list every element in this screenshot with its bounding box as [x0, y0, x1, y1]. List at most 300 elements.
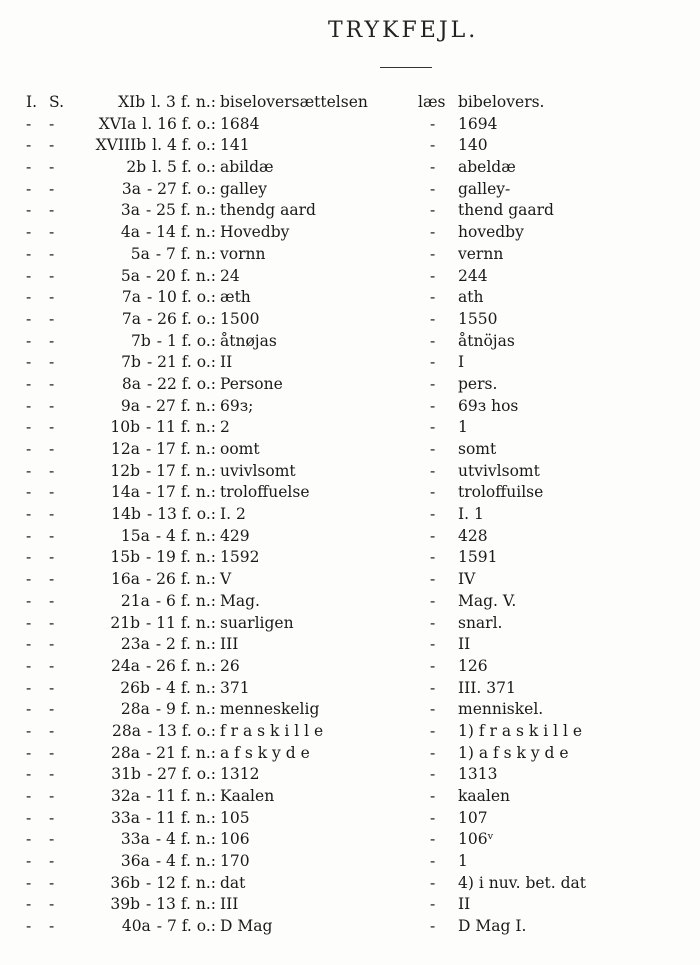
- errata-vol: -: [26, 461, 32, 480]
- errata-page: 4a: [120, 223, 140, 242]
- errata-page: 7b: [131, 331, 151, 350]
- errata-page: 2b: [126, 158, 147, 177]
- errata-row: [0, 200, 700, 222]
- errata-correct: somt: [458, 440, 497, 458]
- errata-page: 5a: [130, 244, 150, 263]
- errata-wrong: I. 2: [220, 505, 246, 524]
- errata-row: [0, 851, 700, 873]
- errata-s: -: [49, 895, 55, 914]
- errata-correct: 1: [458, 418, 468, 437]
- errata-page: 32a: [111, 787, 140, 805]
- errata-correct: åtnöjas: [458, 331, 515, 350]
- errata-row: [0, 135, 700, 157]
- errata-row: [0, 873, 700, 895]
- errata-correct: I. 1: [458, 505, 484, 524]
- errata-page: 26b: [120, 678, 150, 697]
- errata-wrong: V: [220, 570, 232, 589]
- errata-row: [0, 721, 700, 743]
- errata-correct: troloffuilse: [458, 483, 544, 502]
- errata-vol: -: [26, 136, 32, 155]
- errata-row: [0, 634, 700, 656]
- errata-wrong: II: [220, 353, 233, 372]
- errata-loc: - 13 f. o.:: [146, 505, 216, 524]
- title-rule: [380, 67, 432, 68]
- errata-wrong: 141: [220, 136, 250, 155]
- errata-correct: thend gaard: [458, 201, 554, 220]
- errata-s: -: [49, 136, 55, 155]
- errata-wrong: Hovedby: [220, 223, 290, 242]
- errata-wrong: uvivlsomt: [220, 461, 296, 480]
- errata-wrong: 371: [220, 678, 250, 697]
- errata-page: 21b: [110, 613, 140, 632]
- errata-s: -: [49, 873, 55, 892]
- errata-page: 40a: [121, 917, 151, 936]
- errata-page: XVIa: [98, 114, 137, 133]
- errata-page: 21a: [120, 591, 150, 610]
- errata-laes: -: [430, 852, 436, 871]
- errata-page: 7b: [121, 353, 141, 372]
- errata-loc: - 7 f. o.:: [156, 917, 216, 936]
- errata-loc: - 25 f. n.:: [146, 201, 216, 220]
- errata-vol: -: [26, 721, 32, 740]
- errata-page: 15b: [110, 548, 140, 567]
- errata-correct: 244: [458, 266, 488, 285]
- errata-wrong: f r a s k i l l e: [220, 721, 324, 740]
- errata-wrong: 26: [220, 656, 240, 675]
- errata-s: -: [49, 418, 55, 437]
- errata-s: -: [49, 158, 55, 177]
- errata-s: -: [49, 548, 55, 567]
- errata-page: 33a: [120, 830, 150, 849]
- errata-correct: galley-: [458, 179, 511, 198]
- errata-page: 31b: [111, 765, 141, 784]
- errata-row: [0, 417, 700, 439]
- errata-page: 16a: [111, 570, 140, 589]
- errata-loc: l. 4 f. o.:: [152, 136, 216, 155]
- errata-s: -: [49, 179, 55, 198]
- errata-loc: - 20 f. n.:: [146, 266, 216, 285]
- errata-laes: -: [430, 483, 436, 502]
- errata-wrong: Kaalen: [220, 787, 275, 805]
- errata-row: [0, 244, 700, 266]
- errata-laes: -: [430, 244, 436, 263]
- errata-correct: utvivlsomt: [458, 461, 540, 480]
- errata-loc: - 11 f. n.:: [146, 808, 216, 827]
- errata-correct: 1: [458, 852, 468, 871]
- errata-laes: -: [430, 808, 436, 827]
- errata-loc: - 11 f. n.:: [146, 418, 216, 437]
- errata-loc: - 19 f. n.:: [146, 548, 216, 567]
- errata-page: 14a: [111, 483, 140, 502]
- errata-row: [0, 461, 700, 483]
- errata-laes: -: [430, 591, 436, 610]
- errata-correct: Mag. V.: [458, 591, 517, 610]
- errata-laes: -: [430, 461, 436, 480]
- errata-laes: -: [430, 548, 436, 567]
- errata-s: -: [49, 830, 55, 849]
- errata-s: -: [49, 656, 55, 675]
- errata-laes: -: [430, 895, 436, 914]
- errata-correct: 1) a f s k y d e: [458, 743, 569, 762]
- errata-wrong: galley: [220, 179, 268, 198]
- errata-loc: - 7 f. n.:: [155, 244, 216, 263]
- errata-vol: I.: [26, 93, 38, 111]
- errata-laes: -: [430, 374, 436, 393]
- errata-correct: 126: [458, 656, 488, 675]
- errata-row: [0, 439, 700, 461]
- errata-wrong: biseloversættelsen: [220, 93, 368, 111]
- errata-page: 14b: [111, 505, 141, 524]
- errata-row: [0, 786, 700, 808]
- errata-laes: -: [430, 136, 436, 155]
- errata-correct: IV: [458, 570, 476, 589]
- errata-loc: - 14 f. n.:: [146, 223, 216, 242]
- errata-row: [0, 764, 700, 786]
- errata-vol: -: [26, 765, 32, 784]
- errata-correct: abeldæ: [458, 158, 516, 177]
- errata-page: 24a: [111, 656, 140, 675]
- errata-vol: -: [26, 331, 32, 350]
- errata-row: [0, 656, 700, 678]
- errata-s: -: [49, 288, 55, 307]
- errata-wrong: 2: [220, 418, 230, 437]
- errata-correct: kaalen: [458, 787, 510, 805]
- errata-vol: -: [26, 678, 32, 697]
- errata-vol: -: [26, 656, 32, 675]
- errata-loc: - 12 f. n.:: [146, 873, 216, 892]
- errata-laes: -: [430, 223, 436, 242]
- errata-loc: - 4 f. n.:: [155, 830, 216, 849]
- errata-row: [0, 396, 700, 418]
- errata-loc: - 13 f. o.:: [146, 721, 216, 740]
- errata-wrong: suarligen: [220, 613, 294, 632]
- errata-row: [0, 92, 700, 114]
- errata-vol: -: [26, 895, 32, 914]
- errata-correct: 107: [458, 808, 488, 827]
- errata-laes: -: [430, 830, 436, 849]
- errata-wrong: III: [220, 635, 239, 654]
- errata-laes: -: [430, 656, 436, 675]
- errata-loc: - 1 f. o.:: [156, 331, 216, 350]
- errata-row: [0, 526, 700, 548]
- errata-correct: 1313: [458, 765, 498, 784]
- errata-page: 8a: [121, 374, 141, 393]
- errata-vol: -: [26, 852, 32, 871]
- errata-page: 15a: [120, 526, 150, 545]
- errata-loc: - 26 f. n.:: [146, 570, 216, 589]
- errata-loc: - 9 f. n.:: [155, 700, 216, 719]
- errata-correct: 428: [458, 526, 488, 545]
- errata-correct: II: [458, 895, 471, 914]
- errata-vol: -: [26, 591, 32, 610]
- errata-correct: 69з hos: [458, 396, 519, 415]
- errata-correct: II: [458, 635, 471, 654]
- errata-correct: menniskel.: [458, 700, 544, 719]
- errata-laes: -: [430, 418, 436, 437]
- errata-s: -: [49, 743, 55, 762]
- errata-correct: III. 371: [458, 678, 516, 697]
- errata-laes: læs: [418, 93, 446, 111]
- errata-wrong: 69з;: [220, 396, 254, 415]
- errata-vol: -: [26, 808, 32, 827]
- errata-row: [0, 309, 700, 331]
- errata-page: 7a: [121, 309, 141, 328]
- errata-s: -: [49, 201, 55, 220]
- errata-row: [0, 222, 700, 244]
- errata-page: 33a: [111, 808, 140, 827]
- errata-row: [0, 829, 700, 851]
- errata-row: [0, 916, 700, 938]
- errata-wrong: a f s k y d e: [220, 743, 310, 762]
- errata-laes: -: [430, 309, 436, 328]
- errata-s: -: [49, 309, 55, 328]
- errata-loc: - 10 f. o.:: [146, 288, 216, 307]
- errata-vol: -: [26, 353, 32, 372]
- errata-vol: -: [26, 396, 32, 415]
- errata-vol: -: [26, 201, 32, 220]
- errata-row: [0, 287, 700, 309]
- errata-wrong: 105: [220, 808, 250, 827]
- errata-correct: vernn: [458, 244, 504, 263]
- errata-correct: 140: [458, 136, 488, 155]
- errata-s: -: [49, 223, 55, 242]
- errata-vol: -: [26, 223, 32, 242]
- errata-laes: -: [430, 787, 436, 805]
- errata-vol: -: [26, 743, 32, 762]
- errata-laes: -: [430, 613, 436, 632]
- errata-vol: -: [26, 700, 32, 719]
- errata-laes: -: [430, 179, 436, 198]
- errata-correct: D Mag I.: [458, 917, 527, 936]
- errata-loc: - 21 f. n.:: [146, 743, 216, 762]
- errata-s: -: [49, 331, 55, 350]
- page-title: TRYKFEJL.: [328, 18, 479, 43]
- errata-wrong: D Mag: [220, 917, 273, 936]
- errata-correct: hovedby: [458, 223, 524, 242]
- errata-laes: -: [430, 721, 436, 740]
- errata-laes: -: [430, 114, 436, 133]
- errata-loc: - 4 f. n.:: [155, 526, 216, 545]
- errata-s: -: [49, 374, 55, 393]
- errata-page: 36a: [120, 852, 150, 871]
- errata-laes: -: [430, 917, 436, 936]
- errata-correct: pers.: [458, 374, 498, 393]
- errata-wrong: åtnøjas: [220, 331, 277, 350]
- errata-s: -: [49, 852, 55, 871]
- errata-vol: -: [26, 114, 32, 133]
- errata-page: 28a: [120, 700, 150, 719]
- errata-vol: -: [26, 440, 32, 458]
- errata-s: -: [49, 570, 55, 589]
- errata-loc: - 22 f. o.:: [146, 374, 216, 393]
- errata-s: -: [49, 114, 55, 133]
- errata-loc: l. 16 f. o.:: [142, 114, 216, 133]
- errata-row: [0, 179, 700, 201]
- errata-vol: -: [26, 635, 32, 654]
- errata-s: -: [49, 244, 55, 263]
- errata-laes: -: [430, 700, 436, 719]
- errata-laes: -: [430, 873, 436, 892]
- errata-vol: -: [26, 830, 32, 849]
- errata-vol: -: [26, 266, 32, 285]
- errata-s: -: [49, 808, 55, 827]
- errata-laes: -: [430, 201, 436, 220]
- errata-page: 23a: [120, 635, 150, 654]
- errata-row: [0, 504, 700, 526]
- errata-vol: -: [26, 787, 32, 805]
- errata-row: [0, 743, 700, 765]
- errata-loc: - 27 f. o.:: [146, 179, 216, 198]
- errata-page: 39b: [110, 895, 140, 914]
- errata-page: XIb: [118, 93, 146, 111]
- errata-page: 28a: [111, 743, 140, 762]
- errata-page: 5a: [120, 266, 140, 285]
- errata-page: 3a: [121, 179, 141, 198]
- errata-vol: -: [26, 179, 32, 198]
- errata-vol: -: [26, 548, 32, 567]
- errata-loc: - 4 f. n.:: [155, 852, 216, 871]
- errata-correct: 1694: [458, 114, 498, 133]
- errata-laes: -: [430, 505, 436, 524]
- errata-s: -: [49, 700, 55, 719]
- errata-s: -: [49, 721, 55, 740]
- errata-s: -: [49, 678, 55, 697]
- errata-vol: -: [26, 483, 32, 502]
- errata-row: [0, 808, 700, 830]
- errata-wrong: 1500: [220, 309, 260, 328]
- errata-s: -: [49, 440, 55, 458]
- errata-page: 9a: [120, 396, 140, 415]
- errata-laes: -: [430, 266, 436, 285]
- errata-wrong: oomt: [220, 440, 260, 458]
- errata-laes: -: [430, 396, 436, 415]
- errata-row: [0, 894, 700, 916]
- errata-row: [0, 569, 700, 591]
- errata-wrong: thendg aard: [220, 201, 316, 220]
- errata-page: 12b: [110, 461, 140, 480]
- errata-correct: 106ᵛ: [458, 830, 494, 849]
- errata-row: [0, 331, 700, 353]
- errata-wrong: 1684: [220, 114, 260, 133]
- errata-laes: -: [430, 765, 436, 784]
- errata-laes: -: [430, 635, 436, 654]
- errata-page: 28a: [111, 721, 141, 740]
- errata-laes: -: [430, 440, 436, 458]
- errata-laes: -: [430, 678, 436, 697]
- errata-list: [0, 92, 700, 938]
- errata-vol: -: [26, 505, 32, 524]
- errata-s: -: [49, 353, 55, 372]
- errata-loc: - 27 f. n.:: [146, 396, 216, 415]
- errata-vol: -: [26, 873, 32, 892]
- errata-correct: ath: [458, 288, 484, 307]
- errata-wrong: æth: [220, 288, 251, 307]
- errata-loc: l. 3 f. n.:: [151, 93, 216, 111]
- errata-laes: -: [430, 158, 436, 177]
- errata-loc: - 17 f. n.:: [146, 461, 216, 480]
- errata-s: S.: [49, 93, 64, 111]
- errata-s: -: [49, 765, 55, 784]
- errata-correct: 1550: [458, 309, 498, 328]
- errata-wrong: Persone: [220, 374, 283, 393]
- errata-vol: -: [26, 526, 32, 545]
- errata-laes: -: [430, 288, 436, 307]
- errata-loc: - 4 f. n.:: [155, 678, 216, 697]
- errata-wrong: 1592: [220, 548, 260, 567]
- errata-row: [0, 266, 700, 288]
- errata-s: -: [49, 635, 55, 654]
- errata-s: -: [49, 483, 55, 502]
- errata-vol: -: [26, 158, 32, 177]
- errata-loc: - 11 f. n.:: [146, 613, 216, 632]
- errata-page: 7a: [121, 288, 141, 307]
- errata-wrong: 170: [220, 852, 250, 871]
- errata-laes: -: [430, 743, 436, 762]
- errata-row: [0, 352, 700, 374]
- errata-row: [0, 699, 700, 721]
- errata-laes: -: [430, 353, 436, 372]
- errata-s: -: [49, 917, 55, 936]
- errata-wrong: 429: [220, 526, 250, 545]
- errata-wrong: III: [220, 895, 239, 914]
- errata-row: [0, 114, 700, 136]
- errata-page: 12a: [111, 440, 140, 458]
- errata-s: -: [49, 526, 55, 545]
- errata-correct: bibelovers.: [458, 93, 545, 111]
- errata-wrong: 106: [220, 830, 250, 849]
- errata-page: XVIIIb: [95, 136, 147, 155]
- errata-loc: - 17 f. n.:: [146, 483, 216, 502]
- errata-vol: -: [26, 374, 32, 393]
- errata-laes: -: [430, 570, 436, 589]
- errata-row: [0, 374, 700, 396]
- errata-wrong: abildæ: [220, 158, 274, 177]
- errata-row: [0, 547, 700, 569]
- errata-row: [0, 591, 700, 613]
- errata-vol: -: [26, 288, 32, 307]
- errata-loc: - 11 f. n.:: [146, 787, 216, 805]
- errata-row: [0, 482, 700, 504]
- errata-s: -: [49, 613, 55, 632]
- errata-s: -: [49, 396, 55, 415]
- errata-vol: -: [26, 309, 32, 328]
- errata-vol: -: [26, 570, 32, 589]
- errata-loc: - 21 f. o.:: [146, 353, 216, 372]
- errata-loc: l. 5 f. o.:: [152, 158, 216, 177]
- errata-correct: 1591: [458, 548, 498, 567]
- errata-vol: -: [26, 917, 32, 936]
- errata-loc: - 27 f. o.:: [146, 765, 216, 784]
- errata-wrong: 1312: [220, 765, 260, 784]
- errata-loc: - 6 f. n.:: [155, 591, 216, 610]
- errata-correct: 4) i nuv. bet. dat: [458, 873, 587, 892]
- errata-page: 36b: [110, 873, 140, 892]
- errata-correct: 1) f r a s k i l l e: [458, 721, 583, 740]
- errata-wrong: troloffuelse: [220, 483, 310, 502]
- errata-page: 3a: [120, 201, 140, 220]
- errata-s: -: [49, 787, 55, 805]
- errata-wrong: Mag.: [220, 591, 260, 610]
- errata-s: -: [49, 461, 55, 480]
- errata-wrong: vornn: [220, 244, 266, 263]
- errata-loc: - 26 f. n.:: [146, 656, 216, 675]
- errata-loc: - 13 f. n.:: [146, 895, 216, 914]
- errata-row: [0, 678, 700, 700]
- errata-s: -: [49, 591, 55, 610]
- errata-wrong: menneskelig: [220, 700, 320, 719]
- errata-loc: - 17 f. n.:: [146, 440, 216, 458]
- errata-wrong: 24: [220, 266, 240, 285]
